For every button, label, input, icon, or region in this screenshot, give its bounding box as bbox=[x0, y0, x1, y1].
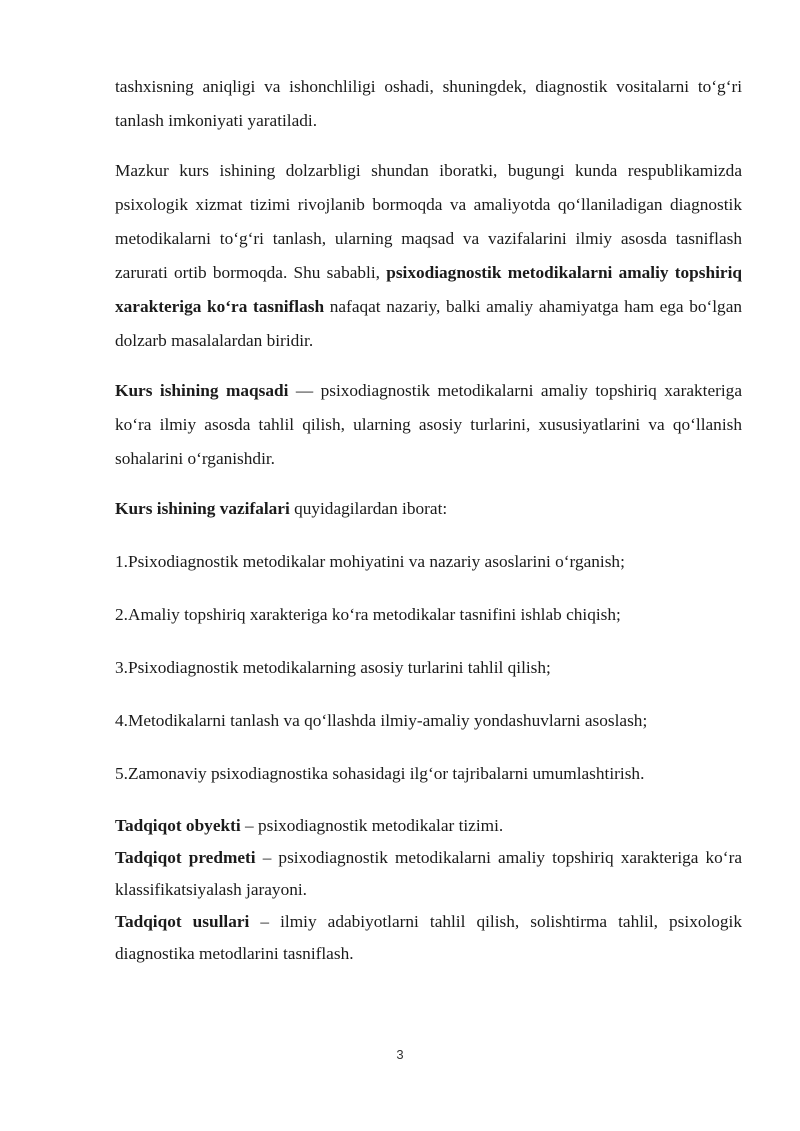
research-subject-label: Tadqiqot predmeti bbox=[115, 848, 256, 867]
goal-label: Kurs ishining maqsadi bbox=[115, 381, 289, 400]
intro-paragraph: tashxisning aniqligi va ishonchliligi oshadi, shuningdek, diagnostik vositalarni to‘g‘ri tanlash imkoniyati yaratiladi. bbox=[115, 77, 742, 130]
relevance-paragraph bbox=[115, 154, 742, 358]
research-subject-text: – psixodiagnostik metodikalarni amaliy topshiriq xarakteriga ko‘ra klassifikatsiyalash jarayoni. bbox=[115, 848, 742, 899]
relevance-text: Mazkur kurs ishining dolzarbligi shundan iboratki, bugungi kunda respublikamizda psixologik xizmat tizimi rivojlanib bormoqda va amaliyotda qo‘llaniladigan diagnostik metodikalarni to‘g‘ri tanlash, ularning maqsad va vazifalarini ilmiy asosda tasniflash zarurati ortib bormoqda. Shu sababli, bbox=[115, 161, 742, 282]
tasks-intro-text: quyidagilardan iborat: bbox=[289, 499, 448, 518]
research-object-text: – psixodiagnostik metodikalar tizimi. bbox=[240, 816, 504, 835]
research-methods-text: – ilmiy adabiyotlarni tahlil qilish, solishtirma tahlil, psixologik diagnostika metodlarini tasniflash. bbox=[115, 912, 742, 963]
research-object-label: Tadqiqot obyekti bbox=[115, 816, 241, 835]
page-number: 3 bbox=[396, 1047, 404, 1062]
document-page bbox=[115, 70, 742, 970]
relevance-end: nafaqat nazariy, balki amaliy ahamiyatga ham ega bo‘lgan dolzarb masalalardan biridir. bbox=[115, 297, 742, 350]
task-item: 1.Psixodiagnostik metodikalar mohiyatini va nazariy asoslarini o‘rganish; bbox=[115, 552, 625, 571]
research-methods bbox=[115, 906, 742, 970]
research-object bbox=[115, 810, 742, 842]
task-item: 5.Zamonaviy psixodiagnostika sohasidagi ilg‘or tajribalarni umumlashtirish. bbox=[115, 764, 645, 783]
task-item: 2.Amaliy topshiriq xarakteriga ko‘ra metodikalar tasnifini ishlab chiqish; bbox=[115, 605, 621, 624]
tasks-intro-paragraph bbox=[115, 492, 742, 526]
research-subject bbox=[115, 842, 742, 906]
task-item: 4.Metodikalarni tanlash va qo‘llashda ilmiy-amaliy yondashuvlarni asoslash; bbox=[115, 711, 648, 730]
research-methods-label: Tadqiqot usullari bbox=[115, 912, 250, 931]
tasks-label: Kurs ishining vazifalari bbox=[115, 499, 290, 518]
task-item: 3.Psixodiagnostik metodikalarning asosiy turlarini tahlil qilish; bbox=[115, 658, 551, 677]
goal-paragraph bbox=[115, 374, 742, 476]
goal-text: — psixodiagnostik metodikalarni amaliy topshiriq xarakteriga ko‘ra ilmiy asosda tahlil qilish, ularning asosiy turlarini, xususiyatlarini va qo‘llanish sohalarini o‘rganishdir. bbox=[115, 381, 742, 468]
relevance-bold: psixodiagnostik metodikalarni amaliy topshiriq xarakteriga ko‘ra tasniflash bbox=[115, 263, 742, 316]
